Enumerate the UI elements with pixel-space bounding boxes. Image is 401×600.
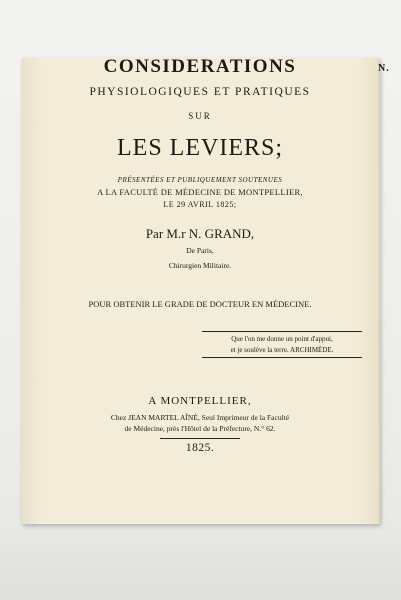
quote-line-2: et je soulève la terre. ARCHIMÈDE. xyxy=(230,346,334,354)
origin-line: De Paris, xyxy=(186,246,214,255)
author-line: Par M.r N. GRAND, xyxy=(145,226,255,241)
printer-line-2: de Médecine, près l'Hôtel de la Préfecture, N.° 62. xyxy=(124,424,276,433)
year-top-rule xyxy=(160,438,240,439)
city-line: A MONTPELLIER, xyxy=(148,395,252,407)
degree-line: POUR OBTENIR LE GRADE DE DOCTEUR EN MÉDECINE. xyxy=(88,299,312,309)
title-page xyxy=(22,56,390,524)
connector-word: SUR xyxy=(188,111,212,121)
printer-line-1: Chez JEAN MARTEL AÎNÉ, Seul Imprimeur de la Faculté xyxy=(110,413,290,422)
main-title: LES LEVIERS; xyxy=(117,135,283,161)
subtitle: PHYSIOLOGIQUES ET PRATIQUES xyxy=(89,86,311,98)
quote-bottom-rule xyxy=(202,357,362,358)
table-surface xyxy=(0,520,401,600)
corner-mark: N. xyxy=(378,63,390,74)
quote-line-1: Que l'on me donne un point d'appui, xyxy=(231,335,333,343)
quote-top-rule xyxy=(202,331,362,332)
year: 1825. xyxy=(185,442,215,454)
date-line: LE 29 AVRIL 1825; xyxy=(163,200,237,209)
presented-line: PRÉSENTÉES ET PUBLIQUEMENT SOUTENUES xyxy=(117,176,283,184)
profession-line: Chirurgien Militaire. xyxy=(168,261,232,270)
title: CONSIDERATIONS xyxy=(103,56,297,77)
faculty-line: A LA FACULTÉ DE MÉDECINE DE MONTPELLIER, xyxy=(97,187,303,197)
